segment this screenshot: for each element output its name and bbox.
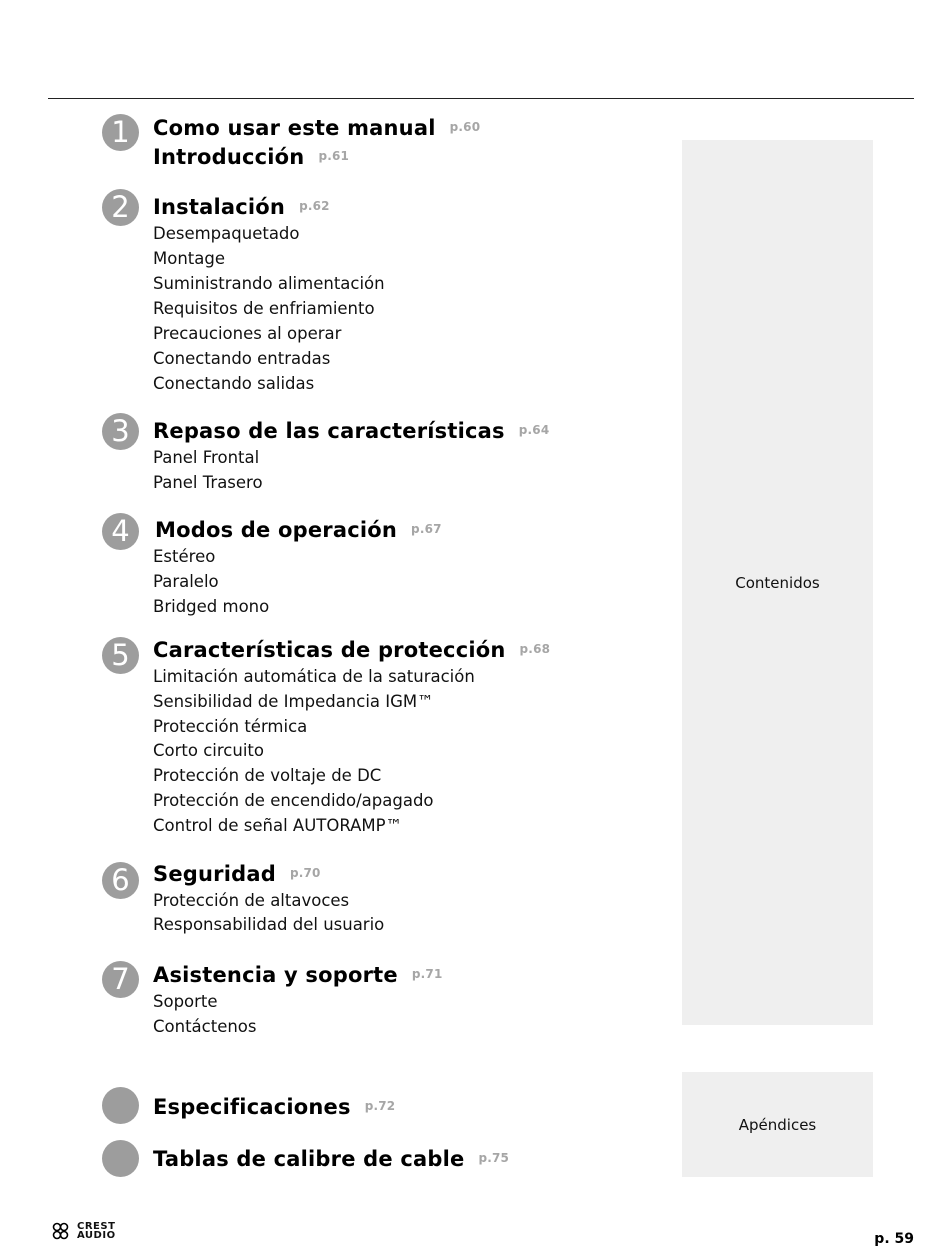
toc-subitem[interactable]: Protección térmica: [153, 717, 308, 736]
toc-subitem[interactable]: Desempaquetado: [153, 224, 300, 243]
toc-subitem[interactable]: Control de señal AUTORAMP™: [153, 816, 403, 835]
section-number-badge: 7: [102, 961, 139, 998]
section-heading[interactable]: [153, 638, 550, 662]
section-number-badge: 5: [102, 637, 139, 674]
toc-subitem[interactable]: Conectando entradas: [153, 349, 331, 368]
toc-subitem[interactable]: Panel Frontal: [153, 448, 260, 467]
toc-subitem[interactable]: Sensibilidad de Impedancia IGM™: [153, 692, 434, 711]
heading-page-ref: p.67: [411, 522, 442, 536]
toc-subitem[interactable]: Responsabilidad del usuario: [153, 915, 385, 934]
toc-subitem[interactable]: Soporte: [153, 992, 218, 1011]
appendix-bullet: [102, 1087, 139, 1124]
logo-text-line2: AUDIO: [77, 1230, 116, 1241]
heading-title: Especificaciones: [153, 1095, 351, 1119]
section-heading[interactable]: [153, 195, 330, 219]
toc-subitem[interactable]: Precauciones al operar: [153, 324, 342, 343]
appendix-heading[interactable]: [153, 1095, 395, 1119]
section-number-badge: 4: [102, 513, 139, 550]
heading-page-ref: p.60: [449, 120, 481, 134]
heading-title: Como usar este manual: [153, 116, 436, 140]
heading-title: Repaso de las características: [153, 419, 505, 443]
heading-title: Seguridad: [153, 862, 276, 886]
section-number-badge: 2: [102, 189, 139, 226]
appendix-label: Apéndices: [738, 1115, 817, 1134]
toc-subitem[interactable]: Paralelo: [153, 572, 219, 591]
toc-subitem[interactable]: Suministrando alimentación: [153, 274, 385, 293]
toc-subitem[interactable]: Protección de altavoces: [153, 891, 350, 910]
top-rule: [48, 98, 914, 99]
heading-title: Modos de operación: [155, 518, 398, 542]
section-heading[interactable]: [155, 518, 442, 542]
heading-title: Tablas de calibre de cable: [153, 1147, 465, 1171]
section-heading[interactable]: [153, 145, 349, 169]
heading-page-ref: p.68: [519, 642, 551, 656]
toc-subitem[interactable]: Montage: [153, 249, 225, 268]
section-number-badge: 3: [102, 413, 139, 450]
section-heading[interactable]: [153, 862, 321, 886]
page-number: p. 59: [874, 1231, 914, 1247]
toc-subitem[interactable]: Protección de voltaje de DC: [153, 766, 382, 785]
toc-subitem[interactable]: Requisitos de enfriamiento: [153, 299, 375, 318]
toc-subitem[interactable]: Contáctenos: [153, 1017, 257, 1036]
section-heading[interactable]: [153, 963, 443, 987]
logo-mark-icon: [52, 1222, 74, 1240]
toc-subitem[interactable]: Corto circuito: [153, 741, 264, 760]
contents-label: Contenidos: [735, 573, 820, 592]
logo-text-line1: CREST: [77, 1221, 116, 1232]
heading-page-ref: p.61: [318, 149, 350, 163]
heading-title: Características de protección: [153, 638, 506, 662]
heading-page-ref: p.72: [364, 1099, 396, 1113]
toc-subitem[interactable]: Conectando salidas: [153, 374, 315, 393]
toc-subitem[interactable]: Limitación automática de la saturación: [153, 667, 475, 686]
section-heading[interactable]: [153, 116, 480, 140]
toc-subitem[interactable]: Panel Trasero: [153, 473, 263, 492]
appendix-sidebar: [682, 1072, 873, 1177]
section-number-badge: 1: [102, 114, 139, 151]
heading-page-ref: p.64: [518, 423, 550, 437]
contents-sidebar: [682, 140, 873, 1025]
heading-page-ref: p.71: [411, 967, 443, 981]
toc-subitem[interactable]: Bridged mono: [153, 597, 270, 616]
toc-subitem[interactable]: Protección de encendido/apagado: [153, 791, 434, 810]
heading-page-ref: p.70: [289, 866, 321, 880]
appendix-heading[interactable]: [153, 1147, 509, 1171]
heading-title: Instalación: [153, 195, 286, 219]
section-heading[interactable]: [153, 419, 549, 443]
appendix-bullet: [102, 1140, 139, 1177]
heading-title: Asistencia y soporte: [153, 963, 398, 987]
section-number-badge: 6: [102, 862, 139, 899]
heading-page-ref: p.62: [299, 199, 330, 213]
toc-subitem[interactable]: Estéreo: [153, 547, 216, 566]
heading-title: Introducción: [153, 145, 305, 169]
crest-audio-logo: [52, 1222, 116, 1240]
heading-page-ref: p.75: [478, 1151, 510, 1165]
